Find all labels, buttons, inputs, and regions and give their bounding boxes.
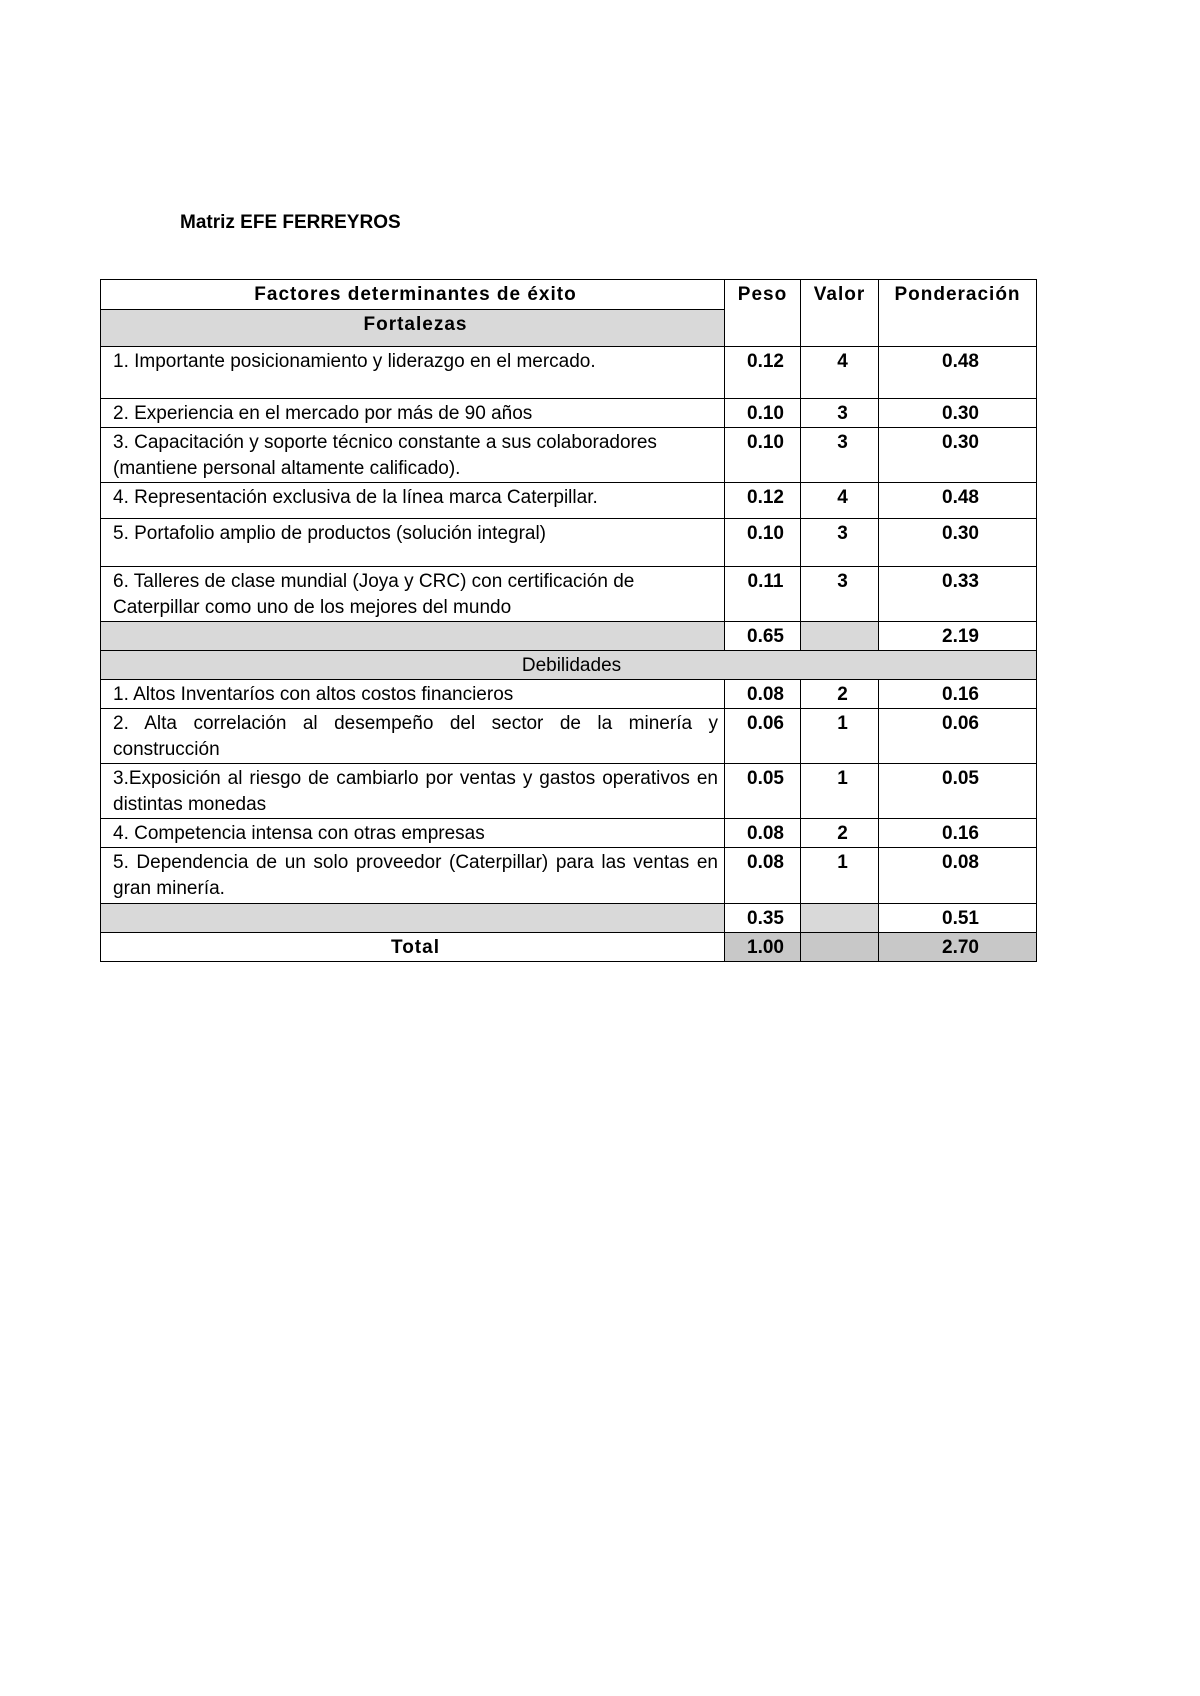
valor-cell: 1 (801, 764, 879, 819)
factor-cell: 4. Competencia intensa con otras empresas (101, 819, 725, 848)
subtotal-row-debilidades (101, 904, 1037, 933)
table-row (101, 347, 1037, 399)
subtotal-valor-cell (801, 904, 879, 933)
ponderacion-cell: 0.30 (879, 428, 1037, 483)
subtotal-label-cell (101, 622, 725, 651)
header-valor: Valor (801, 280, 879, 347)
valor-cell: 3 (801, 519, 879, 567)
factor-cell: 1. Importante posicionamiento y liderazgo en el mercado. (101, 347, 725, 399)
valor-cell: 2 (801, 819, 879, 848)
valor-cell: 1 (801, 848, 879, 904)
table-row (101, 848, 1037, 904)
valor-cell: 1 (801, 709, 879, 764)
table-row (101, 519, 1037, 567)
peso-cell: 0.05 (725, 764, 801, 819)
ponderacion-cell: 0.30 (879, 519, 1037, 567)
peso-cell: 0.10 (725, 519, 801, 567)
subtotal-row-fortalezas (101, 622, 1037, 651)
table-row (101, 680, 1037, 709)
factor-cell: 5. Portafolio amplio de productos (solución integral) (101, 519, 725, 567)
header-row (101, 280, 1037, 310)
document-title: Matriz EFE FERREYROS (180, 212, 401, 233)
valor-cell: 3 (801, 428, 879, 483)
ponderacion-cell: 0.08 (879, 848, 1037, 904)
factor-cell: 3. Capacitación y soporte técnico constante a sus colaboradores (mantiene personal altamente calificado). (101, 428, 725, 483)
ponderacion-cell: 0.48 (879, 483, 1037, 519)
subtotal-ponderacion-fortalezas: 2.19 (879, 622, 1037, 651)
ponderacion-cell: 0.33 (879, 567, 1037, 622)
factor-cell: 3.Exposición al riesgo de cambiarlo por ventas y gastos operativos en distintas monedas (101, 764, 725, 819)
ponderacion-cell: 0.30 (879, 399, 1037, 428)
valor-cell: 3 (801, 399, 879, 428)
factor-cell: 6. Talleres de clase mundial (Joya y CRC) con certificación de Caterpillar como uno de los mejores del mundo (101, 567, 725, 622)
table-row (101, 819, 1037, 848)
section-label-debilidades: Debilidades (101, 651, 1037, 680)
header-ponderacion: Ponderación (879, 280, 1037, 347)
ponderacion-cell: 0.48 (879, 347, 1037, 399)
table-row (101, 764, 1037, 819)
peso-cell: 0.12 (725, 347, 801, 399)
peso-cell: 0.11 (725, 567, 801, 622)
ponderacion-cell: 0.05 (879, 764, 1037, 819)
subtotal-valor-cell (801, 622, 879, 651)
factor-cell: 4. Representación exclusiva de la línea marca Caterpillar. (101, 483, 725, 519)
peso-cell: 0.10 (725, 428, 801, 483)
total-label: Total (101, 933, 725, 962)
header-factor: Factores determinantes de éxito (101, 280, 725, 310)
valor-cell: 4 (801, 483, 879, 519)
factor-cell: 2. Alta correlación al desempeño del sector de la minería y construcción (101, 709, 725, 764)
subtotal-peso-fortalezas: 0.65 (725, 622, 801, 651)
total-ponderacion: 2.70 (879, 933, 1037, 962)
peso-cell: 0.10 (725, 399, 801, 428)
ponderacion-cell: 0.16 (879, 680, 1037, 709)
section-label-fortalezas: Fortalezas (101, 310, 725, 347)
peso-cell: 0.12 (725, 483, 801, 519)
peso-cell: 0.06 (725, 709, 801, 764)
peso-cell: 0.08 (725, 819, 801, 848)
ponderacion-cell: 0.16 (879, 819, 1037, 848)
ponderacion-cell: 0.06 (879, 709, 1037, 764)
factor-cell: 5. Dependencia de un solo proveedor (Caterpillar) para las ventas en gran minería. (101, 848, 725, 904)
total-row (101, 933, 1037, 962)
header-peso: Peso (725, 280, 801, 347)
peso-cell: 0.08 (725, 848, 801, 904)
subtotal-label-cell (101, 904, 725, 933)
table-row (101, 567, 1037, 622)
factor-cell: 2. Experiencia en el mercado por más de 90 años (101, 399, 725, 428)
table-row (101, 399, 1037, 428)
valor-cell: 2 (801, 680, 879, 709)
total-valor-cell (801, 933, 879, 962)
efe-matrix-table (100, 279, 1037, 962)
valor-cell: 3 (801, 567, 879, 622)
factor-cell: 1. Altos Inventaríos con altos costos financieros (101, 680, 725, 709)
peso-cell: 0.08 (725, 680, 801, 709)
section-row-debilidades (101, 651, 1037, 680)
subtotal-peso-debilidades: 0.35 (725, 904, 801, 933)
subtotal-ponderacion-debilidades: 0.51 (879, 904, 1037, 933)
table-row (101, 483, 1037, 519)
total-peso: 1.00 (725, 933, 801, 962)
table-row (101, 428, 1037, 483)
table-row (101, 709, 1037, 764)
valor-cell: 4 (801, 347, 879, 399)
